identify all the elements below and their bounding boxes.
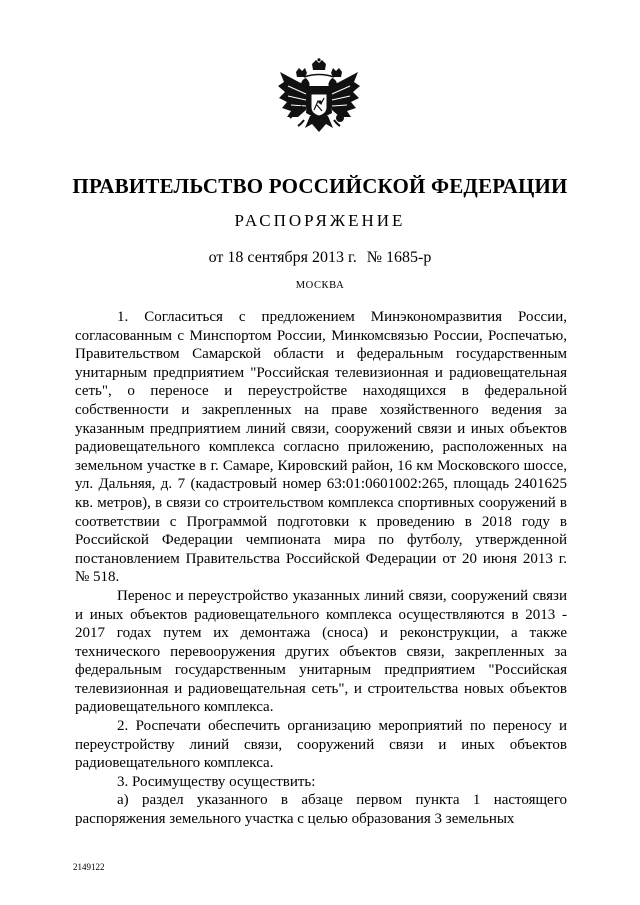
footer-code: 2149122	[73, 862, 105, 872]
document-type: РАСПОРЯЖЕНИЕ	[234, 211, 406, 230]
coat-of-arms-icon	[276, 58, 362, 154]
paragraph-5: а) раздел указанного в абзаце первом пункта 1 настоящего распоряжения земельного участка с целью образования 3 земельных	[75, 792, 567, 828]
document-body	[75, 308, 567, 829]
paragraph-3: 2. Роспечати обеспечить организацию мероприятий по переносу и переустройству линий связи, сооружений связи и иных объектов радиовещательного комплекса.	[75, 718, 567, 772]
paragraph-4: 3. Росимуществу осуществить:	[117, 773, 316, 790]
document-city: МОСКВА	[295, 280, 345, 291]
document-date-line	[0, 249, 640, 267]
document-number: № 1685-р	[366, 249, 432, 266]
paragraph-1: 1. Согласиться с предложением Минэкономразвития России, согласованным с Минспортом России, Минкомсвязью России, Роспечатью, Правительством Самарской области и федеральным государственным унитарным предприятием "Российская телевизионная и радиовещательная сеть", о переносе и переустройстве находящихся в федеральной собственности и закрепленных на праве хозяйственного ведения за указанным предприятием линий связи, сооружений связи и иных объектов радиовещательного комплекса согласно приложению, расположенных на земельном участке в г. Самаре, Кировский район, 16 км Московского шоссе, ул. Дальняя, д. 7 (кадастровый номер 63:01:0601002:265, площадь 2401625 кв. метров), в связи со строительством комплекса спортивных сооружений в соответствии с Программой подготовки к проведению в 2018 году в Российской Федерации чемпионата мира по футболу, утвержденной постановлением Правительства Российской Федерации от 20 июня 2013 г. № 518.	[75, 309, 567, 586]
document-date: от 18 сентября 2013 г.	[208, 249, 357, 266]
paragraph-2: Перенос и переустройство указанных линий связи, сооружений связи и иных объектов радиовещательного комплекса осуществляются в 2013 - 2017 годах путем их демонтажа (сноса) и реконструкции, а также технического перевооружения других объектов связи, закрепленных за федеральным государственным унитарным предприятием "Российская телевизионная и радиовещательная сеть", и строительства новых объектов радиовещательного комплекса.	[75, 587, 567, 716]
government-title: ПРАВИТЕЛЬСТВО РОССИЙСКОЙ ФЕДЕРАЦИИ	[72, 174, 568, 198]
